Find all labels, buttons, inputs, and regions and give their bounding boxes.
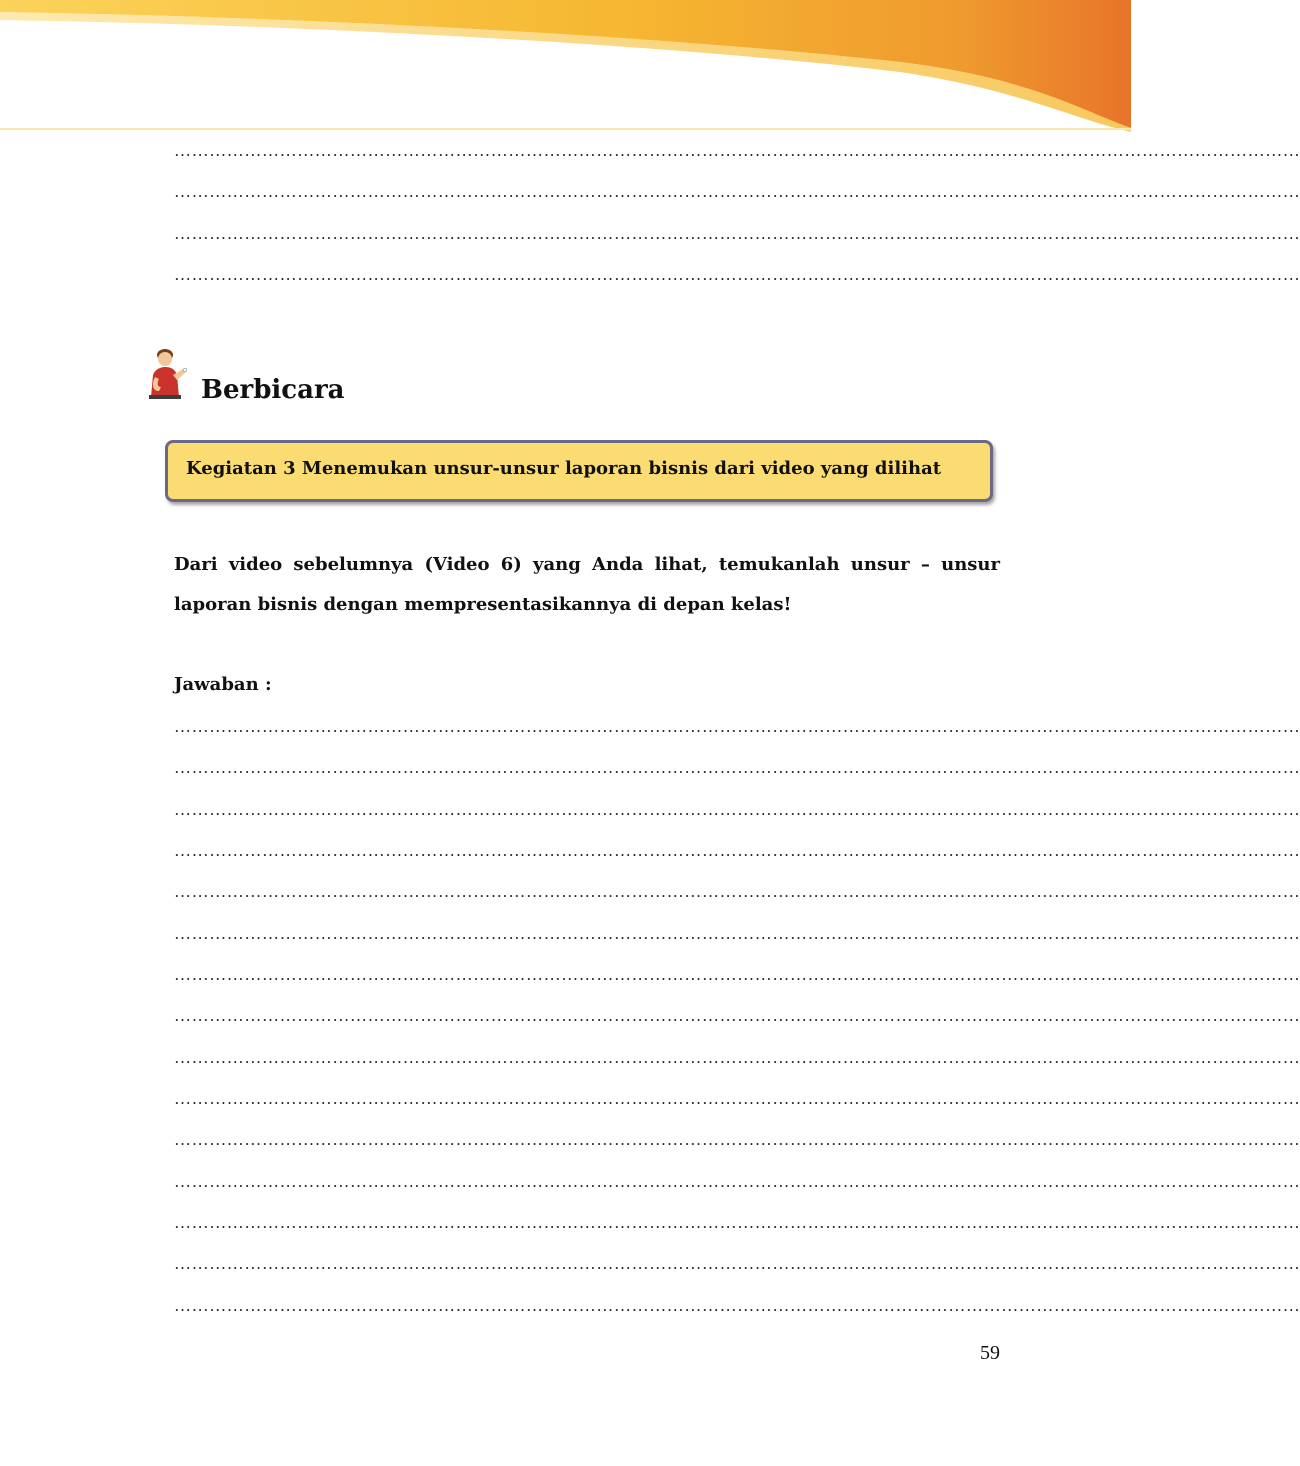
activity-label: Kegiatan 3 Menemukan unsur-unsur laporan bisnis dari video yang dilihat (186, 458, 942, 479)
dotted-answer-line: ………………………………………………………………………………………………………………………………………………………………………… (174, 882, 1300, 901)
dotted-answer-line: ………………………………………………………………………………………………………………………………………………………………………… (174, 1172, 1300, 1191)
dotted-answer-line: ………………………………………………………………………………………………………………………………………………………………………… (174, 841, 1300, 860)
section-title: Berbicara (201, 375, 345, 405)
speaking-person-icon (143, 345, 191, 401)
dotted-answer-line: ………………………………………………………………………………………………………………………………………………………………………… (174, 758, 1300, 777)
dotted-answer-line: ………………………………………………………………………………………………………………………………………………………………………… (174, 1213, 1300, 1232)
answer-label: Jawaban : (174, 674, 272, 695)
dotted-answer-line: ………………………………………………………………………………………………………………………………………………………………………… (174, 265, 1300, 284)
dotted-answer-line: ………………………………………………………………………………………………………………………………………………………………………… (174, 141, 1300, 160)
dotted-answer-line: ………………………………………………………………………………………………………………………………………………………………………… (174, 965, 1300, 984)
dotted-answer-line: ………………………………………………………………………………………………………………………………………………………………………… (174, 800, 1300, 819)
dotted-answer-line: ………………………………………………………………………………………………………………………………………………………………………… (174, 1254, 1300, 1273)
dotted-answer-line: ………………………………………………………………………………………………………………………………………………………………………… (174, 182, 1300, 201)
dotted-answer-line: ………………………………………………………………………………………………………………………………………………………………………… (174, 1130, 1300, 1149)
page-number: 59 (980, 1342, 1000, 1364)
section-header (143, 345, 543, 405)
dotted-answer-line: ………………………………………………………………………………………………………………………………………………………………………… (174, 1006, 1300, 1025)
dotted-answer-line: ………………………………………………………………………………………………………………………………………………………………………… (174, 224, 1300, 243)
dotted-answer-line: ………………………………………………………………………………………………………………………………………………………………………… (174, 717, 1300, 736)
dotted-answer-line: ………………………………………………………………………………………………………………………………………………………………………… (174, 1296, 1300, 1315)
dotted-answer-line: ………………………………………………………………………………………………………………………………………………………………………… (174, 924, 1300, 943)
dotted-answer-line: ………………………………………………………………………………………………………………………………………………………………………… (174, 1089, 1300, 1108)
dotted-answer-line: ………………………………………………………………………………………………………………………………………………………………………… (174, 1048, 1300, 1067)
instruction-text: Dari video sebelumnya (Video 6) yang Anda lihat, temukanlah unsur – unsur laporan bisnis dengan mempresentasikannya di depan kelas! (174, 554, 1000, 615)
activity-box (165, 440, 993, 502)
header-wave-banner (0, 0, 1131, 140)
